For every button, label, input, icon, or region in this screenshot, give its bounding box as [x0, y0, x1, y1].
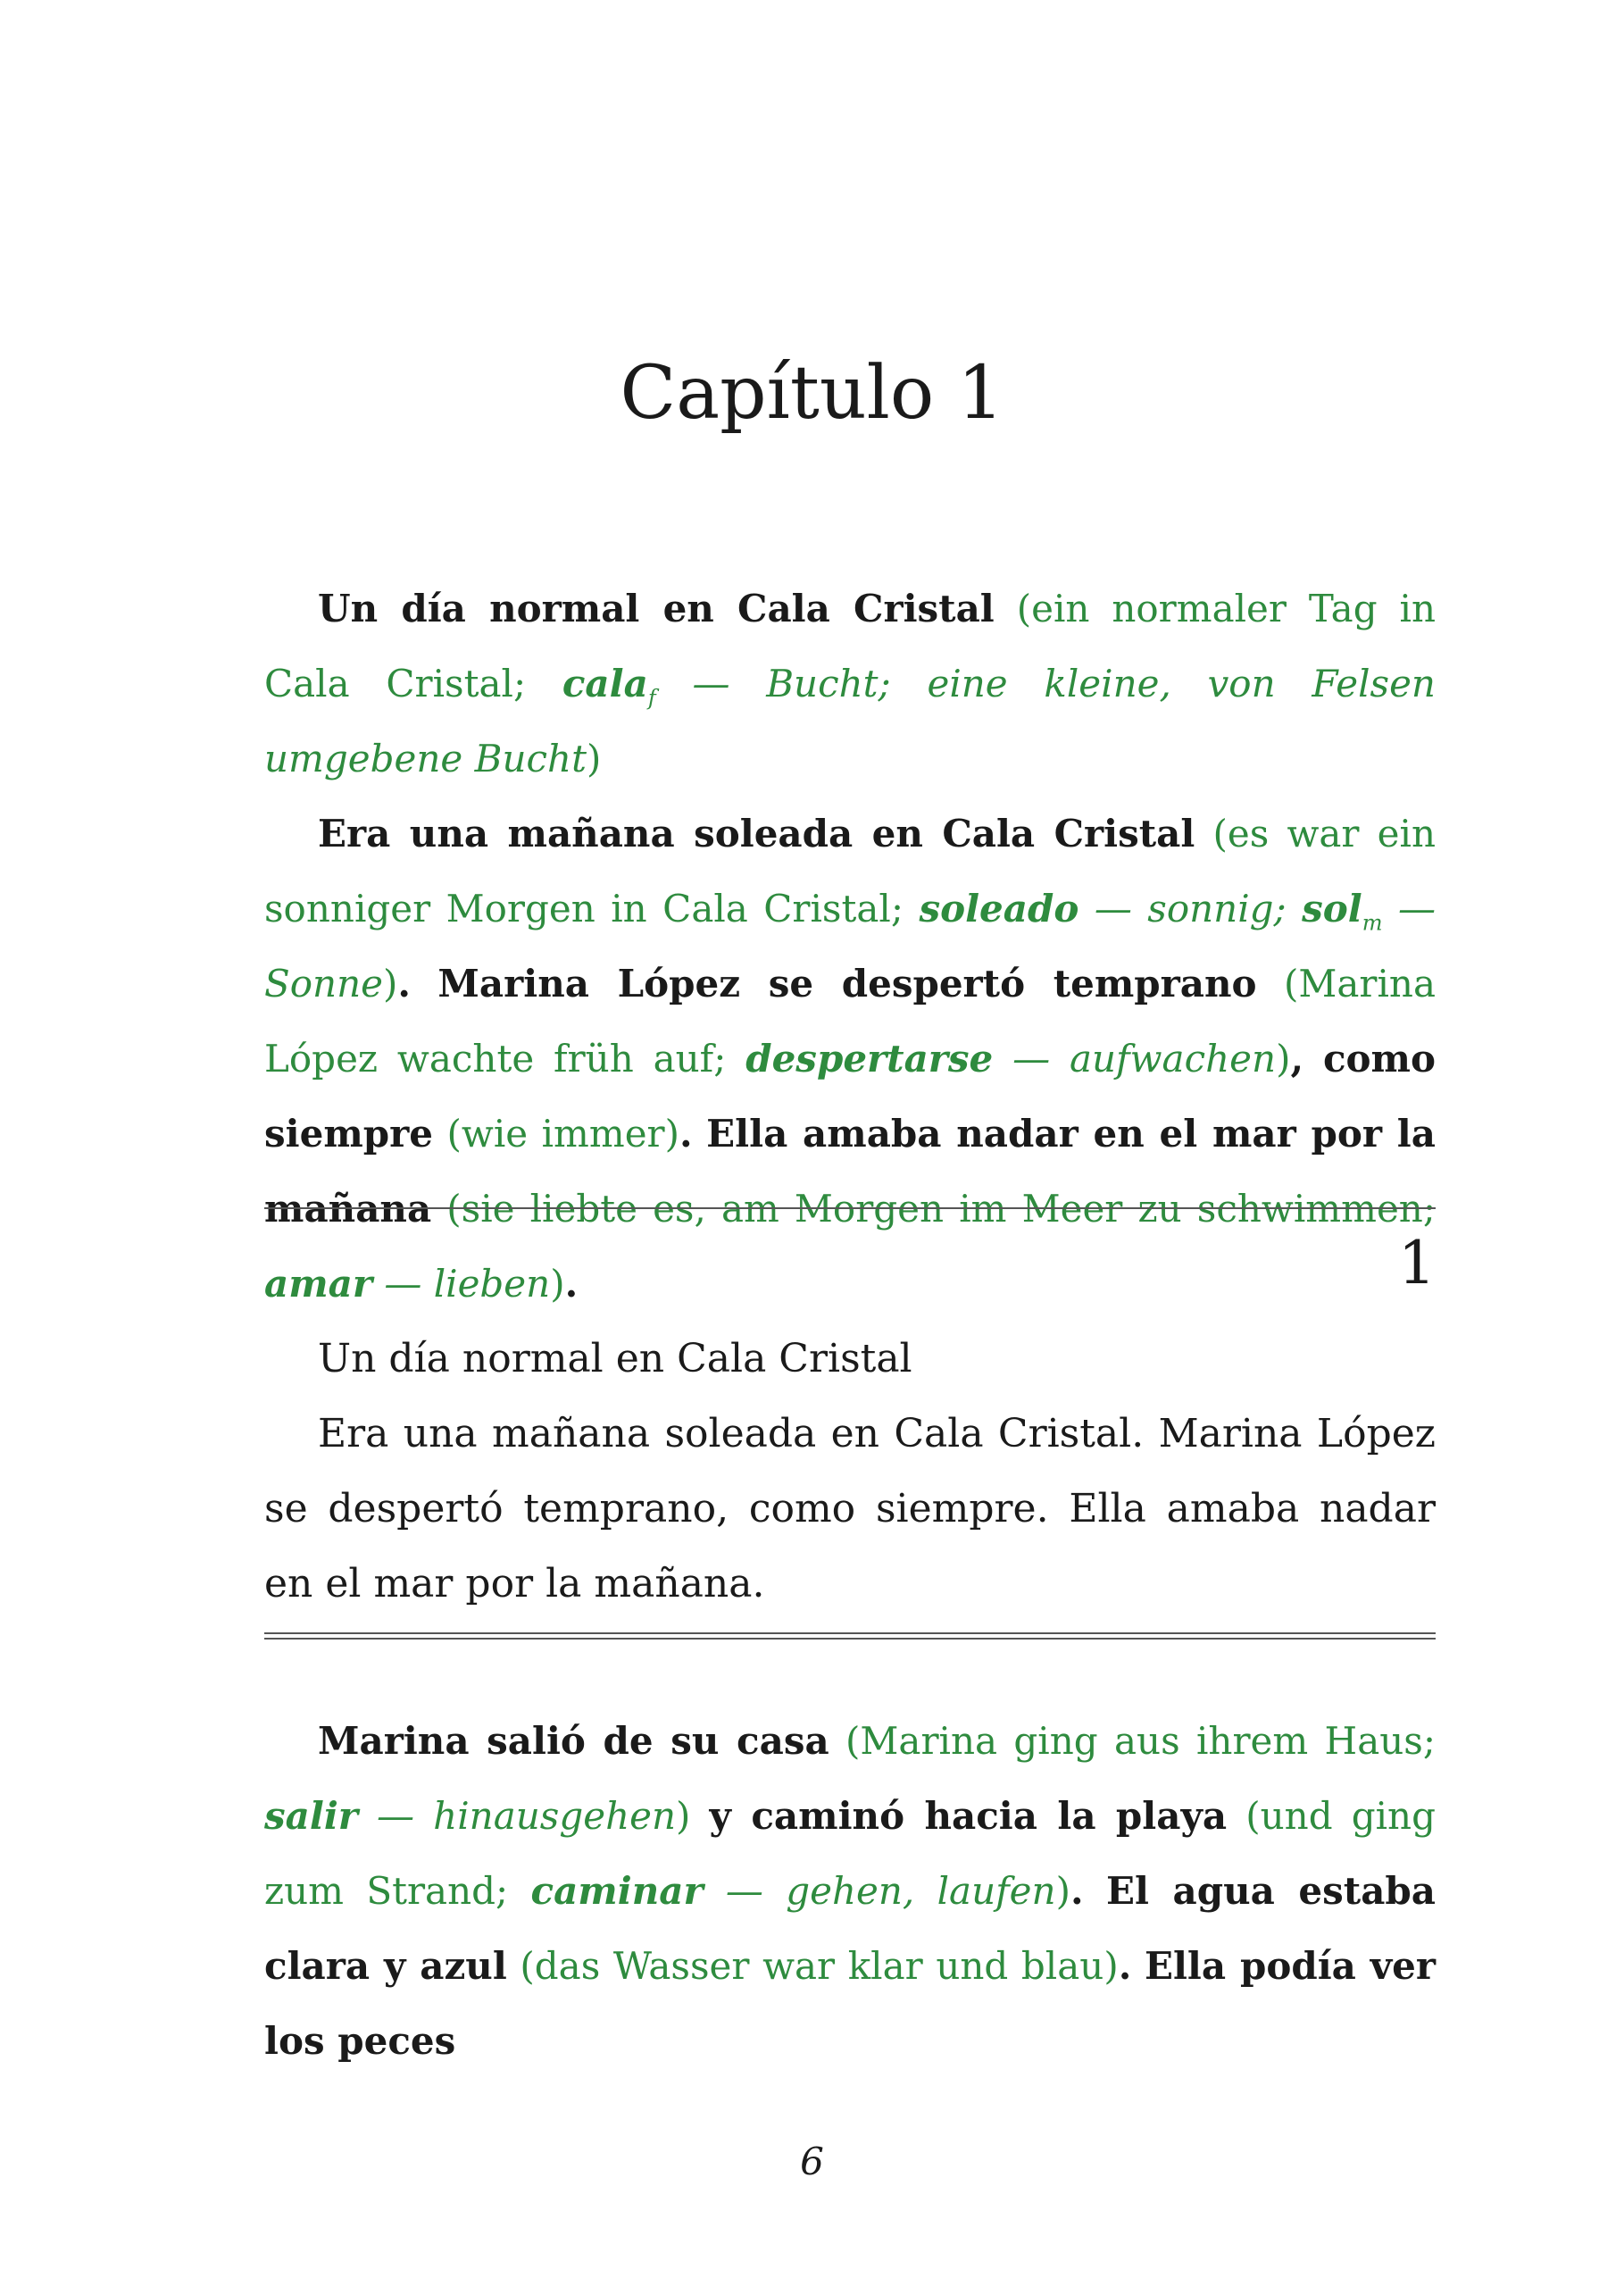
translation-text: (es war ein sonniger Morgen in Cala Cristal; [264, 812, 1437, 930]
chapter-title: Capítulo 1 [620, 351, 1004, 436]
gender-marker: m [1362, 910, 1383, 936]
translation-text: (ein normaler Tag in Cala Cristal; [264, 587, 1437, 705]
vocab-meaning: — gehen, laufen [703, 1869, 1056, 1913]
translation-text: (Marina ging aus ihrem Haus; [845, 1719, 1436, 1763]
section-divider [264, 1207, 1436, 1209]
spanish-phrase: y caminó hacia la playa [709, 1794, 1228, 1838]
annotated-text-section-1 [264, 572, 1436, 1322]
punctuation: . [564, 1262, 579, 1306]
page-number: 6 [800, 2140, 824, 2183]
double-divider [264, 1632, 1436, 1640]
spanish-phrase: Era una mañana soleada en Cala Cristal [318, 812, 1195, 855]
vocab-meaning: — lieben [372, 1262, 551, 1306]
vocab-word: soleado [919, 887, 1079, 930]
spanish-phrase: Un día normal en Cala Cristal [318, 587, 995, 630]
vocab-meaning: — sonnig; [1079, 887, 1303, 930]
translation-text: (sie liebte es, am Morgen im Meer zu schwimmen; [446, 1187, 1436, 1231]
vocab-word: sol [1302, 887, 1362, 930]
vocab-word: despertarse [745, 1037, 994, 1081]
vocab-meaning: — Sonne [264, 887, 1436, 1005]
vocab-word: salir [264, 1794, 358, 1838]
spanish-phrase: Marina salió de su casa [318, 1719, 829, 1763]
annotated-paragraph [264, 1704, 1436, 2079]
translation-close: ) [676, 1794, 691, 1838]
punctuation: . [679, 1112, 693, 1156]
spanish-phrase: El agua estaba clara y azul [264, 1869, 1436, 1988]
vocab-word: caminar [530, 1869, 704, 1913]
punctuation: . [1118, 1944, 1132, 1988]
vocab-word: amar [264, 1262, 372, 1306]
translation-close: ) [550, 1262, 565, 1306]
original-paragraph: Era una mañana soleada en Cala Cristal. Marina López se despertó temprano, como siempre. Ella amaba nadar en el mar por la mañana. [264, 1411, 1436, 1606]
gender-marker: f [647, 685, 656, 711]
original-text-section [264, 1322, 1436, 1622]
german-translation: (wie immer) [446, 1112, 680, 1156]
translation-close: ) [1055, 1869, 1070, 1913]
punctuation: , [1290, 1037, 1304, 1081]
translation-close: ) [383, 962, 398, 1005]
annotated-heading [264, 572, 1436, 797]
vocab-meaning: — hinausgehen [357, 1794, 677, 1838]
spanish-phrase: Marina López se despertó temprano [437, 962, 1257, 1005]
vocab-meaning: — aufwachen [993, 1037, 1277, 1081]
annotated-text-section-2 [264, 1704, 1436, 2079]
translation-text: (und ging zum Strand; [264, 1794, 1436, 1913]
translation-text: (Marina López wachte früh auf; [264, 962, 1436, 1081]
spanish-phrase: Ella podía ver los peces [264, 1944, 1436, 2063]
punctuation: . [397, 962, 412, 1005]
translation-close: ) [1276, 1037, 1291, 1081]
spanish-phrase: como siempre [264, 1037, 1436, 1156]
original-heading: Un día normal en Cala Cristal [318, 1336, 912, 1381]
punctuation: . [1070, 1869, 1084, 1913]
spanish-phrase: Ella amaba nadar en el mar por la mañana [264, 1112, 1436, 1231]
german-translation: (das Wasser war klar und blau) [520, 1944, 1119, 1988]
translation-close: ) [586, 737, 602, 780]
vocab-word: cala [562, 662, 648, 705]
vocab-meaning: — Bucht; eine kleine, von Felsen umgebene Bucht [264, 662, 1436, 780]
section-number: 1 [1398, 1229, 1436, 1298]
